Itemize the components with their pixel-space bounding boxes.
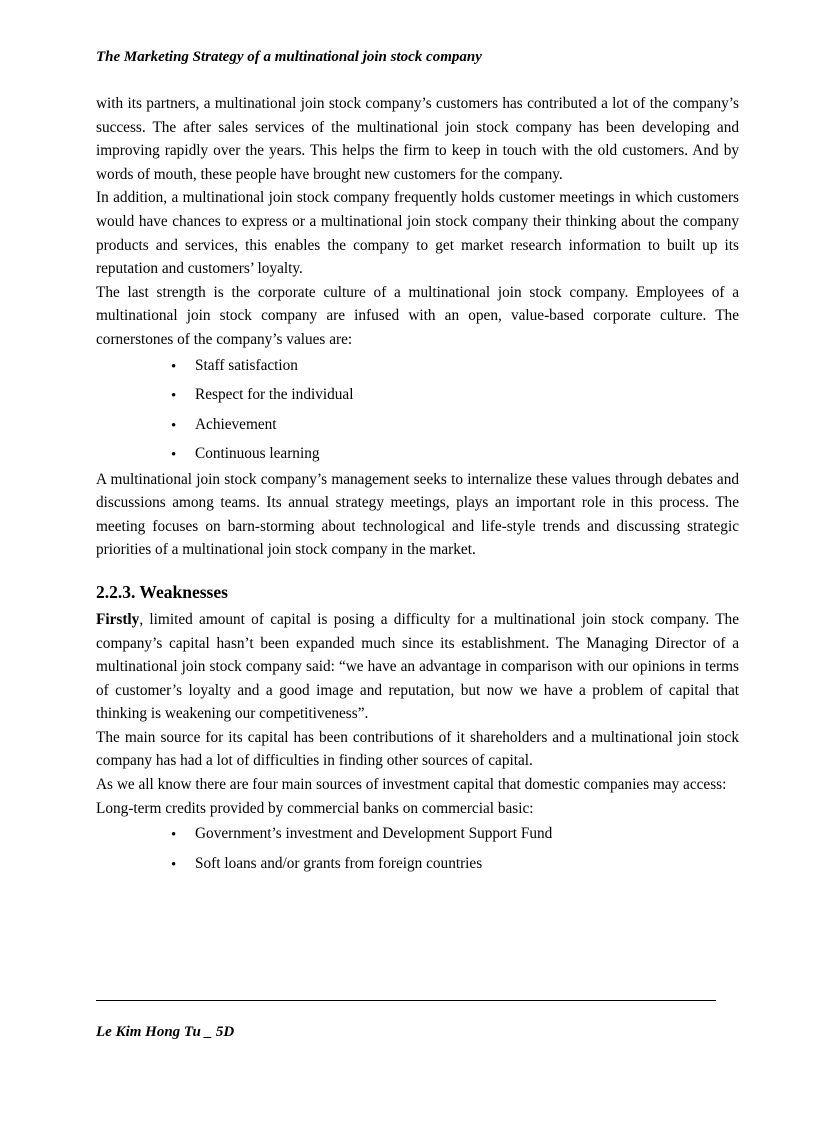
list-item: • Staff satisfaction	[166, 354, 739, 384]
body-text	[96, 92, 739, 881]
bullet-icon: •	[171, 447, 177, 464]
paragraph-management-values: A multinational join stock company’s management seeks to internalize these values through debates and discussions among teams. Its annual strategy meetings, plays an important role in this process. The meeting focuses on barn-storming about technological and life-style trends and discussing strategic priorities of a multinational join stock company in the market.	[96, 470, 739, 559]
footer-divider	[96, 1000, 716, 1001]
firstly-lead: Firstly	[96, 610, 140, 628]
section-heading-weaknesses: 2.2.3. Weaknesses	[96, 581, 228, 602]
paragraph-four-sources: As we all know there are four main sources of investment capital that domestic companies may access:	[96, 776, 727, 794]
list-item: • Soft loans and/or grants from foreign countries	[166, 852, 739, 882]
paragraph-corporate-culture: The last strength is the corporate culture of a multinational join stock company. Employees of a multinational join stock company are infused with an open, value-based corporate culture. The cornerstones of the company’s values are:	[96, 283, 739, 348]
page-footer-author: Le Kim Hong Tu _ 5D	[96, 1024, 235, 1040]
list-item: • Achievement	[166, 413, 739, 443]
paragraph-after-sales: with its partners, a multinational join stock company’s customers has contributed a lot of the company’s success. The after sales services of the multinational join stock company has been developing and improving rapidly over the years. This helps the firm to keep in touch with the old customers. And by words of mouth, these people have brought new customers for the company.	[96, 95, 739, 183]
list-item: • Continuous learning	[166, 442, 739, 472]
sources-list	[96, 822, 739, 881]
bullet-icon: •	[171, 388, 177, 405]
paragraph-main-source: The main source for its capital has been contributions of it shareholders and a multinational join stock company has had a lot of difficulties in finding other sources of capital.	[96, 728, 739, 770]
list-item: • Government’s investment and Development Support Fund	[166, 822, 739, 852]
bullet-icon: •	[171, 417, 177, 434]
bullet-icon: •	[171, 358, 177, 375]
bullet-icon: •	[171, 827, 177, 844]
values-list	[96, 354, 739, 472]
paragraph-long-term-credits: Long-term credits provided by commercial banks on commercial basic:	[96, 799, 534, 817]
paragraph-customer-meetings: In addition, a multinational join stock company frequently holds customer meetings in which customers would have chances to express or a multinational join stock company their thinking about the company products and services, this enables the company to get market research information to built up its reputation and customers’ loyalty.	[96, 189, 739, 278]
page-header-title: The Marketing Strategy of a multinational join stock company	[96, 49, 482, 65]
bullet-icon: •	[171, 856, 177, 873]
list-item: • Respect for the individual	[166, 383, 739, 413]
paragraph-firstly: Firstly, limited amount of capital is posing a difficulty for a multinational join stock company. The company’s capital hasn’t been expanded much since its establishment. The Managing Director of a multinational join stock company said: “we have an advantage in comparison with our opinions in terms of customer’s loyalty and a good image and reputation, but now we have a problem of capital that thinking is weakening our competitiveness”.	[96, 610, 739, 723]
